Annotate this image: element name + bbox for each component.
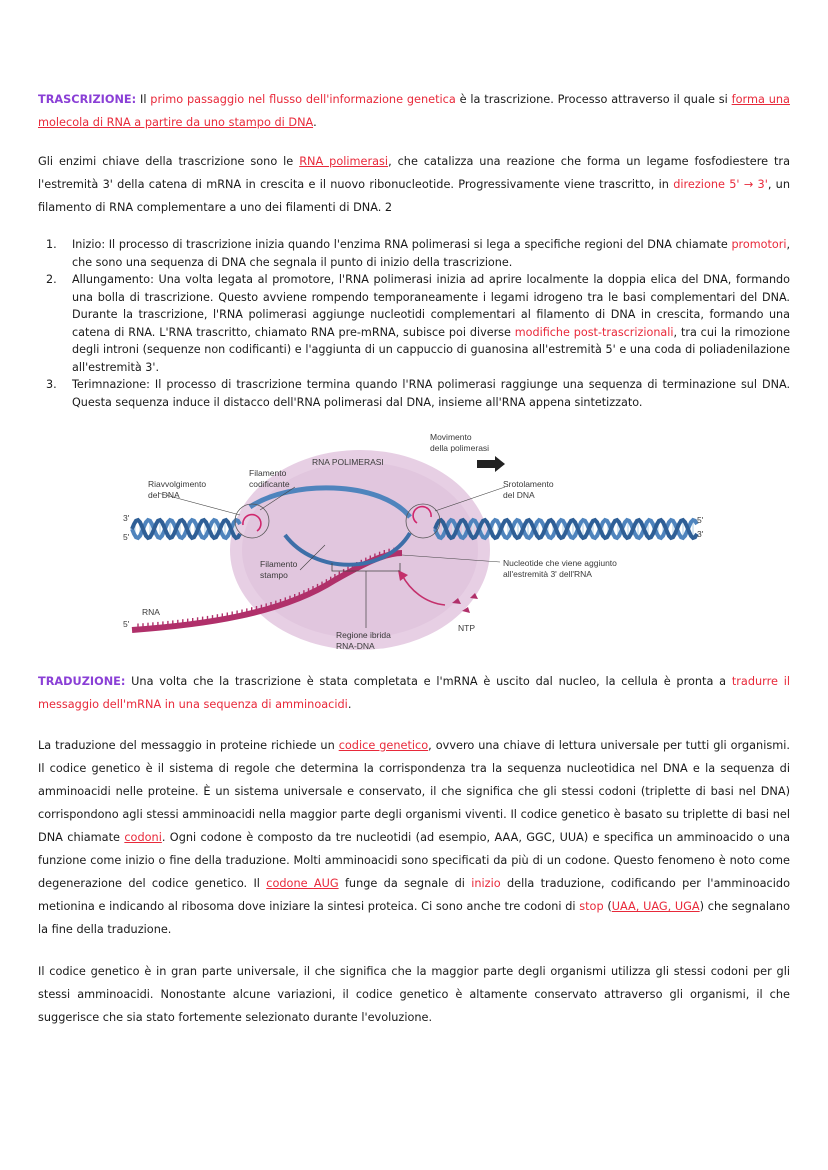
- label-regione-ibrida-2: RNA-DNA: [336, 641, 375, 651]
- label-5-rna: 5': [123, 619, 130, 629]
- label-filamento-stampo: Filamento: [260, 559, 298, 569]
- text-run: Una volta che la trascrizione è stata completata e l'mRNA è uscito dal nucleo, la cellula è pronta a: [125, 675, 732, 688]
- highlighted-text: UAA, UAG, UGA: [611, 900, 700, 913]
- label-filamento-stampo-2: stampo: [260, 570, 288, 580]
- trascrizione-steps-list: [38, 236, 790, 411]
- label-rna-polimerasi: RNA POLIMERASI: [312, 457, 384, 467]
- highlighted-text: RNA polimerasi: [299, 155, 389, 168]
- label-nucleotide: Nucleotide che viene aggiunto: [503, 558, 617, 568]
- trascrizione-intro: [38, 88, 790, 134]
- label-srotolamento-2: del DNA: [503, 490, 535, 500]
- highlighted-text: codone AUG: [266, 877, 339, 890]
- codice-genetico-paragraph: [38, 734, 790, 941]
- trascrizione-heading: TRASCRIZIONE:: [38, 93, 137, 106]
- text-run: , un filamento di RNA complementare a uno dei filamenti di DNA. 2: [38, 178, 791, 214]
- label-ntp: NTP: [458, 623, 475, 633]
- highlighted-text: forma una molecola di RNA a partire da uno stampo di DNA: [38, 93, 790, 129]
- text-run: (: [603, 900, 612, 913]
- label-movimento: Movimento: [430, 432, 472, 442]
- text-run: funge da segnale di: [338, 877, 472, 890]
- list-item: [38, 271, 790, 376]
- label-regione-ibrida: Regione ibrida: [336, 630, 391, 640]
- label-movimento-2: della polimerasi: [430, 443, 490, 453]
- text-run: Allungamento: Una volta legata al promotore, l'RNA polimerasi inizia ad aprire localmente la doppia elica del DNA, formando una bolla di trascrizione. Questo avviene rompendo temporaneamente i legami idrogeno tra le basi complementari del DNA. Durante la trascrizione, l'RNA polimerasi aggiunge nucleotidi complementari al filamento di DNA in crescita, formando una catena di RNA. L'RNA trascritto, chiamato RNA pre-mRNA, subisce poi diverse: [72, 273, 790, 339]
- text-run: , che catalizza una reazione che forma un legame fosfodiestere tra l'estremità 3' della catena di mRNA in crescita e il nuovo ribonucleotide. Progressivamente viene trascritto, in: [38, 155, 790, 191]
- step-number: 3.: [46, 378, 57, 391]
- step-number: 1.: [46, 238, 57, 251]
- text-run: , ovvero una chiave di lettura universale per tutti gli organismi. Il codice genetico è il sistema di regole che determina la corrispondenza tra la sequenza nucleotidica nel DNA e la sequenza di amminoacidi nelle proteine. È un sistema universale e conservato, il che significa che gli stessi codoni (triplette di basi nel DNA) corrispondono agli stessi amminoacidi nella maggior parte degli organismi viventi. Il codice genetico è basato su triplette di basi nel DNA chiamate: [38, 739, 790, 844]
- label-riavvolgimento-2: del DNA: [148, 490, 180, 500]
- step-number: 2.: [46, 273, 57, 286]
- label-filamento-codificante-2: codificante: [249, 479, 290, 489]
- highlighted-text: inizio: [471, 877, 501, 890]
- highlighted-text: stop: [579, 900, 604, 913]
- label-srotolamento: Srotolamento: [503, 479, 554, 489]
- label-filamento-codificante: Filamento: [249, 468, 287, 478]
- label-5-left: 5': [123, 532, 130, 542]
- text-run: è la trascrizione. Processo attraverso il quale si: [455, 93, 732, 106]
- transcription-illustration: [110, 425, 720, 660]
- label-3-right: 3': [697, 529, 704, 539]
- highlighted-text: promotori: [731, 238, 787, 251]
- text-run: , che sono una sequenza di DNA che segnala il punto di inizio della trascrizione.: [72, 238, 790, 269]
- highlighted-text: direzione 5' → 3': [673, 178, 768, 191]
- trascrizione-enzymes-paragraph: [38, 150, 790, 219]
- movement-arrow-shaft: [477, 460, 495, 468]
- highlighted-text: modifiche post-trascrizionali: [514, 325, 674, 339]
- traduzione-intro-text: [38, 675, 790, 711]
- trascrizione-intro-text: [38, 93, 790, 129]
- traduzione-intro: [38, 670, 790, 716]
- text-run: , tra cui la rimozione degli introni (sequenze non codificanti) e l'aggiunta di un cappuccio di guanosina all'estremità 5' e una coda di poliadenilazione all'estremità 3'.: [72, 325, 791, 374]
- text-run: .: [313, 116, 317, 129]
- traduzione-heading: TRADUZIONE:: [38, 675, 126, 688]
- text-run: .: [347, 698, 352, 711]
- text-run: . Ogni codone è composto da tre nucleotidi (ad esempio, AAA, GGC, UUA) e specifica un amminoacido o una funzione come inizio o fine della traduzione. Molti amminoacidi sono specificati da più di un codone. Questo fenomeno è noto come degenerazione del codice genetico. Il: [38, 831, 790, 890]
- step-text: [72, 273, 790, 374]
- text-run: Gli enzimi chiave della trascrizione sono le: [38, 155, 300, 168]
- text-run: Inizio: Il processo di trascrizione inizia quando l'enzima RNA polimerasi si lega a specifiche regioni del DNA chiamate: [72, 238, 732, 251]
- universalita-paragraph: [38, 960, 790, 1029]
- step-text: [72, 378, 790, 409]
- step-text: [72, 238, 790, 269]
- highlighted-text: codice genetico: [338, 739, 429, 752]
- text-run: La traduzione del messaggio in proteine richiede un: [38, 739, 339, 752]
- highlighted-text: primo passaggio nel flusso dell'informazione genetica: [150, 93, 456, 106]
- list-item: [38, 236, 790, 271]
- label-5-right: 5': [697, 515, 704, 525]
- highlighted-text: codoni: [124, 831, 162, 844]
- label-rna: RNA: [142, 607, 160, 617]
- text-run: ) che segnalano la fine della traduzione.: [38, 900, 791, 936]
- text-run: Il codice genetico è in gran parte universale, il che significa che la maggior parte degli organismi utilizza gli stessi codoni per gli stessi amminoacidi. Nonostante alcune variazioni, il codice genetico è altamente conservato attraverso gli organismi, il che suggerisce che sia stato fortemente selezionato durante l'evoluzione.: [38, 965, 790, 1024]
- transcription-diagram: [110, 425, 720, 660]
- list-item: [38, 376, 790, 411]
- text-run: Il: [136, 93, 151, 106]
- label-nucleotide-2: all'estremità 3' dell'RNA: [503, 569, 592, 579]
- highlighted-text: tradurre il messaggio dell'mRNA in una sequenza di amminoacidi: [38, 675, 790, 711]
- movement-arrow-icon: [495, 456, 505, 472]
- label-riavvolgimento: Riavvolgimento: [148, 479, 207, 489]
- text-run: Terimnazione: Il processo di trascrizione termina quando l'RNA polimerasi raggiunge una sequenza di terminazione sul DNA. Questa sequenza induce il distacco dell'RNA polimerasi dal DNA, insieme all'RNA appena sintetizzato.: [72, 378, 790, 409]
- text-run: della traduzione, codificando per l'amminoacido metionina e indicando al ribosoma dove iniziare la sintesi proteica. Ci sono anche tre codoni di: [38, 877, 790, 913]
- label-3-left: 3': [123, 513, 130, 523]
